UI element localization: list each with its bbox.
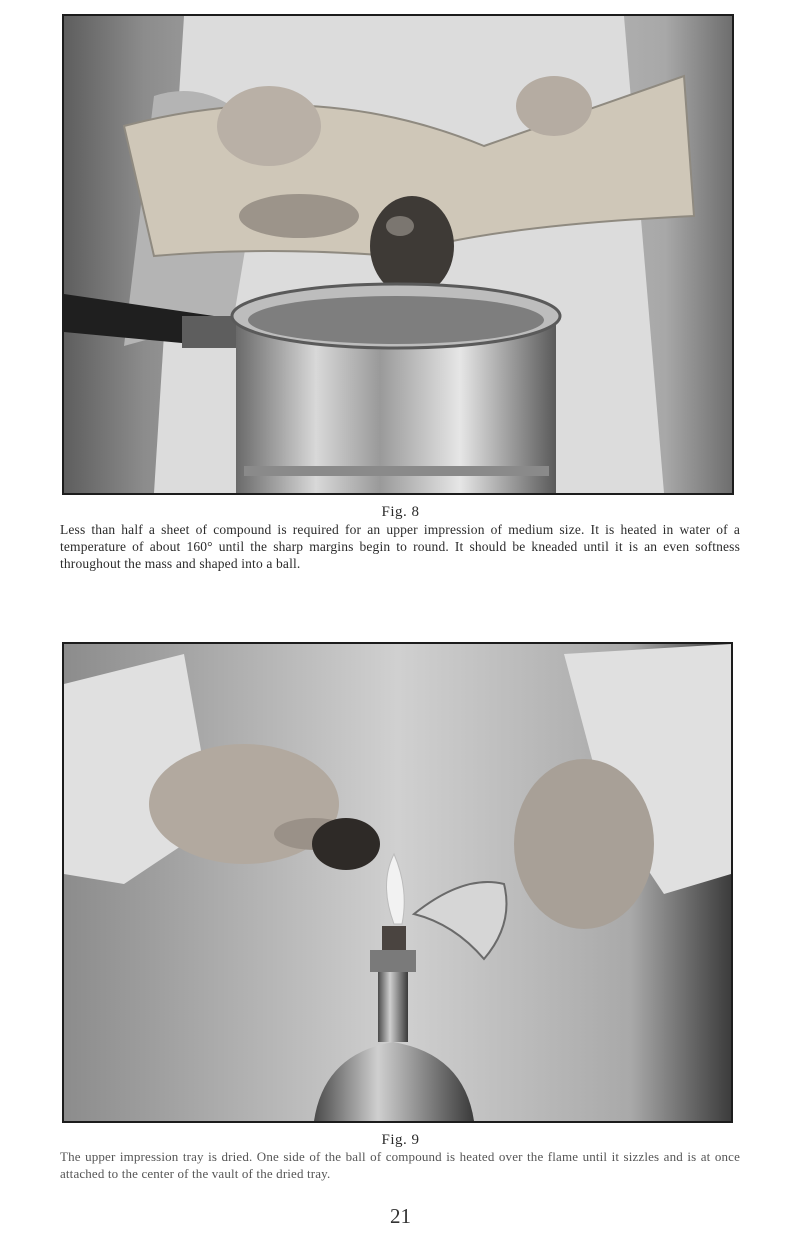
figure-9-photo	[62, 642, 733, 1123]
page-number: 21	[390, 1204, 411, 1228]
figure-8-photo	[62, 14, 734, 495]
figure-9-label: Fig. 9	[381, 1132, 420, 1148]
figure-9-caption: The upper impression tray is dried. One side of the ball of compound is heated over the flame until it sizzles and is at once attached to the center of the vault of the dried tray.	[60, 1149, 740, 1181]
figure-8-caption: Less than half a sheet of compound is required for an upper impression of medium size. It is heated in water of a temperature of about 160° until the sharp margins begin to round. It should be kneaded until it is an even softness throughout the mass and shaped into a ball.	[60, 522, 740, 571]
figure-8-illustration	[64, 16, 732, 493]
figure-8-label: Fig. 8	[381, 504, 420, 520]
figure-9-illustration	[64, 644, 731, 1121]
